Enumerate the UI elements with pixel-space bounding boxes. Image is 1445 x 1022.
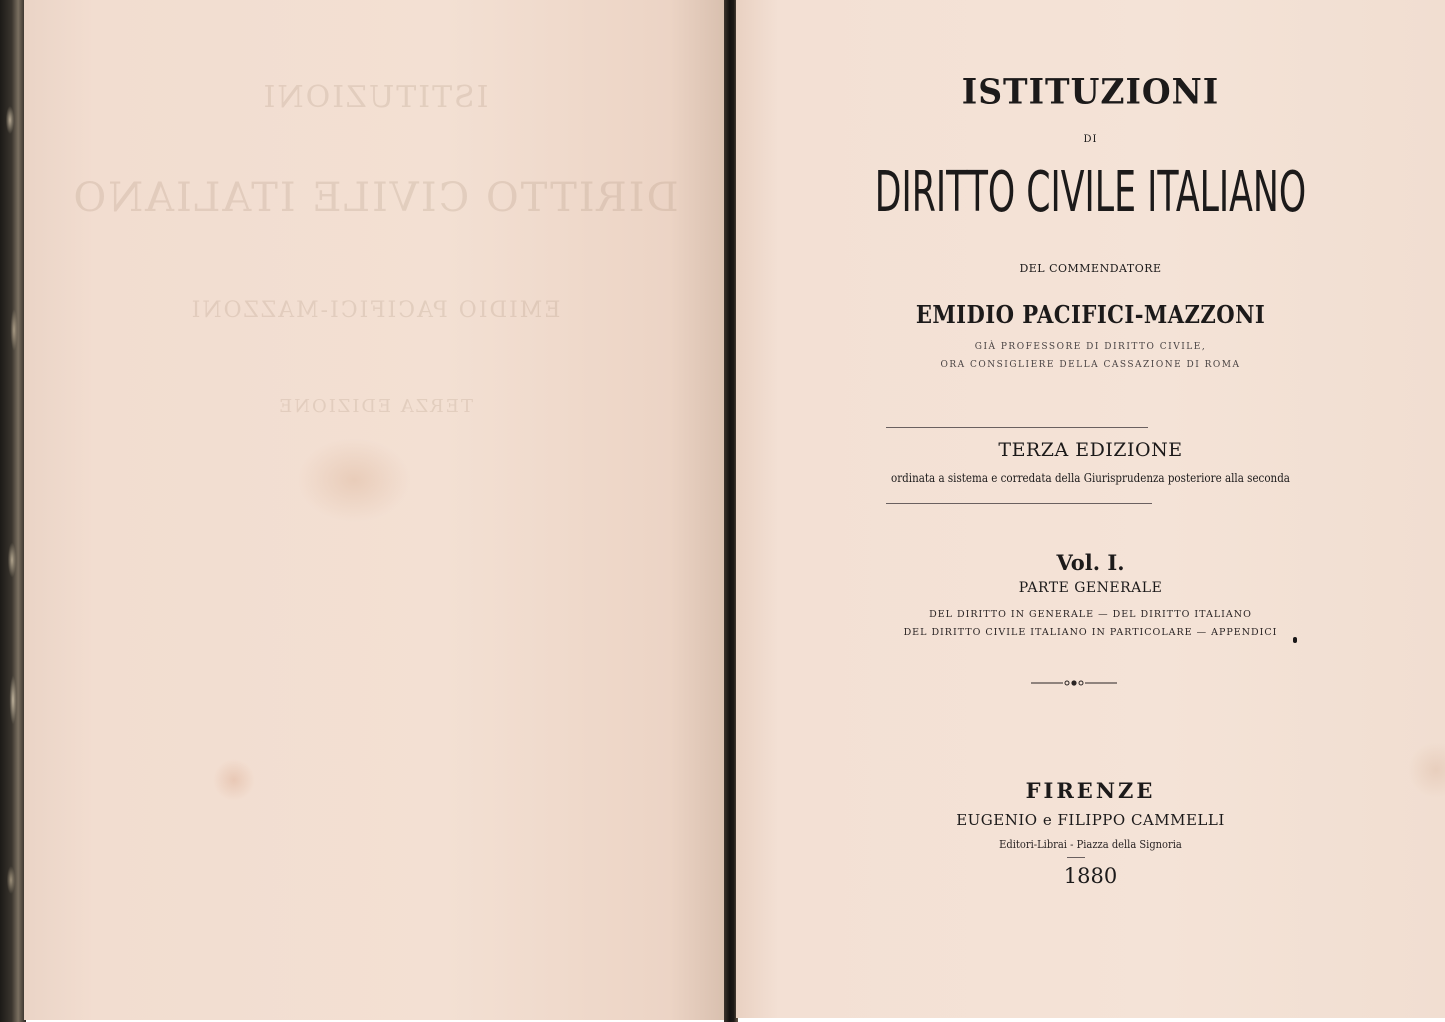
title-line-2: DIRITTO CIVILE ITALIANO [874,160,1307,225]
contents-line-2: DEL DIRITTO CIVILE ITALIANO IN PARTICOLARE — APPENDICI [903,627,1278,638]
contents-line-1: DEL DIRITTO IN GENERALE — DEL DIRITTO ITALIANO [929,609,1252,620]
show-through-author: EMIDIO PACIFICI-MAZZONI [189,298,561,323]
edition-note: ordinata a sistema e corredata della Giurisprudenza posteriore alla seconda [891,471,1290,485]
show-through-edition: TERZA EDIZIONE [277,396,473,417]
imprint-year: 1880 [1063,864,1118,888]
author-role-2: ORA CONSIGLIERE DELLA CASSAZIONE DI ROMA [940,360,1241,370]
ink-speck [1293,637,1297,643]
imprint-address: Editori-Librai - Piazza della Signoria [999,838,1182,851]
author-name: EMIDIO PACIFICI-MAZZONI [915,300,1266,329]
author-role-1: GIÀ PROFESSORE DI DIRITTO CIVILE, [974,342,1207,352]
title-connector: DI [1083,134,1098,145]
imprint-publisher: EUGENIO e FILIPPO CAMMELLI [956,811,1225,829]
rule-bottom [886,503,1152,504]
ornament-divider-icon [1029,676,1119,690]
rule-top [886,427,1148,428]
binding-edge [0,0,26,1022]
volume-number: Vol. I. [1056,550,1125,575]
title-line-1: ISTITUZIONI [961,71,1220,112]
edition-label: TERZA EDIZIONE [998,439,1183,461]
show-through-subtitle: DIRITTO CIVILE ITALIANO [71,175,679,221]
imprint-rule [1067,857,1085,858]
part-title: PARTE GENERALE [1018,580,1163,596]
right-page-title-page [736,0,1445,1018]
imprint-city: FIRENZE [1025,778,1156,803]
show-through-title: ISTITUZIONI [261,80,489,115]
left-page-verso [24,0,726,1020]
author-prefix: DEL COMMENDATORE [1019,262,1162,275]
